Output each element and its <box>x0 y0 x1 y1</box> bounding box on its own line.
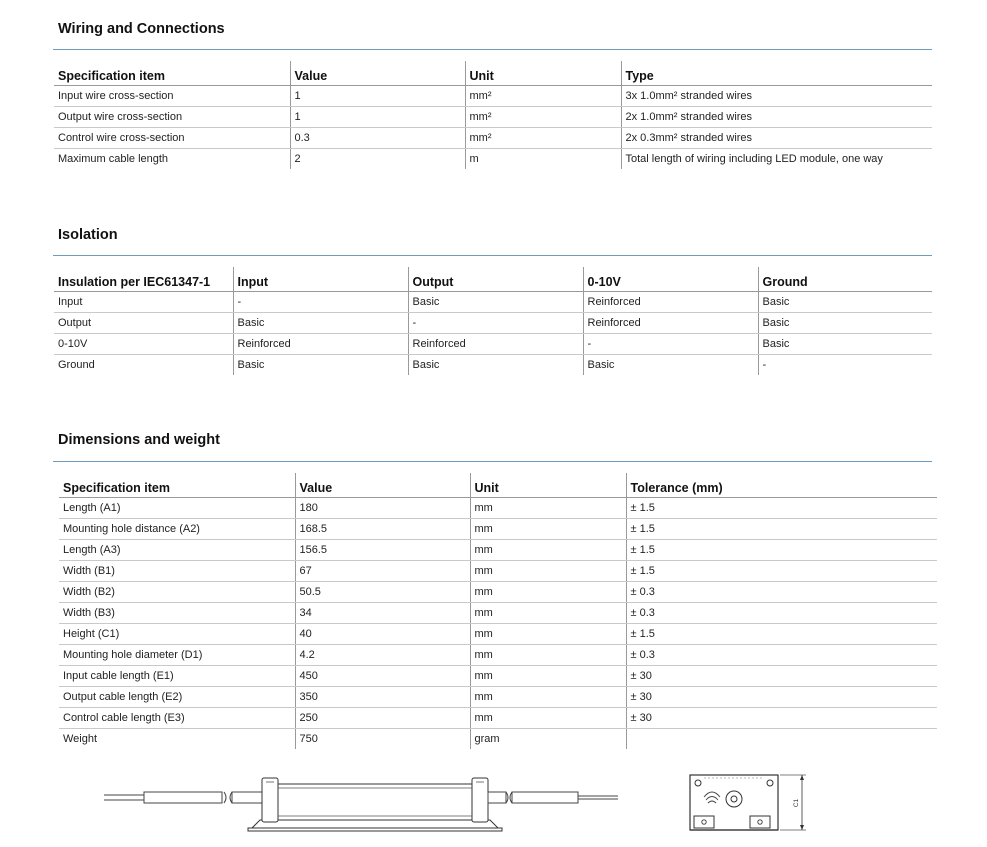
table-cell: Total length of wiring including LED module, one way <box>621 149 932 170</box>
table-cell: 1 <box>290 107 465 128</box>
table-cell: Control wire cross-section <box>54 128 290 149</box>
table-cell: Basic <box>233 355 408 376</box>
table-cell: 2 <box>290 149 465 170</box>
table-cell: Input <box>54 292 233 313</box>
wiring-section-title: Wiring and Connections <box>58 21 225 37</box>
table-cell: gram <box>470 729 626 750</box>
table-cell: Reinforced <box>583 313 758 334</box>
table-cell: mm <box>470 540 626 561</box>
table-cell: 3x 1.0mm² stranded wires <box>621 86 932 107</box>
table-cell: mm <box>470 519 626 540</box>
table-cell: 450 <box>295 666 470 687</box>
table-cell: mm <box>470 708 626 729</box>
table-cell: ± 30 <box>626 666 937 687</box>
table-cell: Output cable length (E2) <box>59 687 295 708</box>
dimensions-header-0: Specification item <box>59 473 295 498</box>
dimensions-header-3: Tolerance (mm) <box>626 473 937 498</box>
table-cell: Input cable length (E1) <box>59 666 295 687</box>
isolation-header-0: Insulation per IEC61347-1 <box>54 267 233 292</box>
table-cell: 350 <box>295 687 470 708</box>
table-cell: mm² <box>465 107 621 128</box>
table-cell: Basic <box>583 355 758 376</box>
isolation-header-3: 0-10V <box>583 267 758 292</box>
table-cell: mm² <box>465 128 621 149</box>
table-cell: mm <box>470 666 626 687</box>
dimensions-section-rule <box>53 461 932 462</box>
table-cell: 2x 1.0mm² stranded wires <box>621 107 932 128</box>
table-cell: mm <box>470 582 626 603</box>
table-cell: ± 1.5 <box>626 624 937 645</box>
table-cell: 2x 0.3mm² stranded wires <box>621 128 932 149</box>
table-cell: Reinforced <box>233 334 408 355</box>
table-cell: Reinforced <box>583 292 758 313</box>
table-row <box>59 519 937 540</box>
table-cell: 34 <box>295 603 470 624</box>
table-cell: Basic <box>758 313 932 334</box>
table-cell: 0.3 <box>290 128 465 149</box>
table-cell: ± 1.5 <box>626 540 937 561</box>
table-cell: Weight <box>63 733 98 745</box>
c1-dimension-label: C1 <box>793 798 800 808</box>
table-cell: Height (C1) <box>59 624 295 645</box>
table-row <box>54 292 932 313</box>
table-row <box>59 687 937 708</box>
dimensions-section-title: Dimensions and weight <box>58 432 220 448</box>
table-cell: mm <box>470 498 626 519</box>
end-view-body <box>690 775 778 830</box>
table-cell: Basic <box>758 334 932 355</box>
table-cell: Basic <box>408 355 583 376</box>
table-cell: Reinforced <box>408 334 583 355</box>
driver-housing <box>248 778 502 831</box>
table-cell: Length (A3) <box>59 540 295 561</box>
table-cell: 40 <box>295 624 470 645</box>
table-cell: 156.5 <box>295 540 470 561</box>
table-row <box>59 729 937 750</box>
table-cell: ± 0.3 <box>626 603 937 624</box>
isolation-table <box>54 267 932 375</box>
table-row <box>59 708 937 729</box>
table-cell: 250 <box>295 708 470 729</box>
table-cell: ± 0.3 <box>626 582 937 603</box>
table-row <box>54 334 932 355</box>
table-cell: ± 1.5 <box>626 561 937 582</box>
wiring-header-3: Type <box>621 61 932 86</box>
table-cell: - <box>583 334 758 355</box>
table-row <box>59 666 937 687</box>
table-row <box>54 355 932 376</box>
table-cell: - <box>408 313 583 334</box>
table-cell: 168.5 <box>295 519 470 540</box>
table-cell: 0-10V <box>54 334 233 355</box>
table-cell: Maximum cable length <box>58 153 169 165</box>
wiring-section-rule <box>53 49 932 50</box>
table-cell: Control cable length (E3) <box>59 708 295 729</box>
table-cell: Output <box>54 313 233 334</box>
isolation-header-4: Ground <box>758 267 932 292</box>
table-row <box>59 603 937 624</box>
output-cable <box>488 792 618 803</box>
dimensions-header-2: Unit <box>470 473 626 498</box>
wiring-header-1: Value <box>290 61 465 86</box>
table-cell: 50.5 <box>295 582 470 603</box>
table-cell: Width (B2) <box>59 582 295 603</box>
table-cell: - <box>233 292 408 313</box>
table-cell: 67 <box>295 561 470 582</box>
table-cell: Basic <box>758 292 932 313</box>
isolation-section-rule <box>53 255 932 256</box>
wiring-table <box>54 61 932 169</box>
table-cell: ± 1.5 <box>626 519 937 540</box>
table-cell: ± 0.3 <box>626 645 937 666</box>
table-cell: 750 <box>295 729 470 750</box>
table-cell: 180 <box>295 498 470 519</box>
table-cell: Mounting hole diameter (D1) <box>59 645 295 666</box>
table-cell: 1 <box>290 86 465 107</box>
input-cable <box>104 792 262 803</box>
table-row <box>59 582 937 603</box>
table-cell: mm <box>470 603 626 624</box>
isolation-section-title: Isolation <box>58 227 118 243</box>
dimensions-table <box>59 473 937 749</box>
table-row <box>59 498 937 519</box>
table-row <box>59 624 937 645</box>
table-cell: - <box>758 355 932 376</box>
table-row <box>54 107 932 128</box>
table-cell: Ground <box>58 359 95 371</box>
table-cell: ± 30 <box>626 708 937 729</box>
table-row <box>59 645 937 666</box>
table-cell: Width (B3) <box>59 603 295 624</box>
isolation-header-2: Output <box>408 267 583 292</box>
table-cell: Basic <box>408 292 583 313</box>
table-row <box>59 540 937 561</box>
table-cell: mm <box>470 687 626 708</box>
table-cell: Basic <box>233 313 408 334</box>
table-cell: mm <box>470 624 626 645</box>
table-row <box>54 86 932 107</box>
dimensions-header-1: Value <box>295 473 470 498</box>
table-cell: Input wire cross-section <box>54 86 290 107</box>
table-row <box>54 149 932 170</box>
table-cell: mm <box>470 645 626 666</box>
table-cell: Length (A1) <box>59 498 295 519</box>
driver-end-view-drawing <box>684 772 814 834</box>
wiring-header-2: Unit <box>465 61 621 86</box>
table-cell: Output wire cross-section <box>54 107 290 128</box>
table-cell: m <box>465 149 621 170</box>
table-row <box>54 313 932 334</box>
table-cell: Mounting hole distance (A2) <box>59 519 295 540</box>
table-cell: Width (B1) <box>59 561 295 582</box>
table-cell: ± 30 <box>626 687 937 708</box>
c1-dimension <box>780 775 806 830</box>
table-cell: mm <box>470 561 626 582</box>
table-cell: mm² <box>465 86 621 107</box>
table-row <box>59 561 937 582</box>
table-cell <box>626 729 937 750</box>
isolation-header-1: Input <box>233 267 408 292</box>
driver-side-view-drawing <box>100 770 625 836</box>
table-cell: ± 1.5 <box>626 498 937 519</box>
table-row <box>54 128 932 149</box>
table-cell: 4.2 <box>295 645 470 666</box>
wiring-header-0: Specification item <box>54 61 290 86</box>
